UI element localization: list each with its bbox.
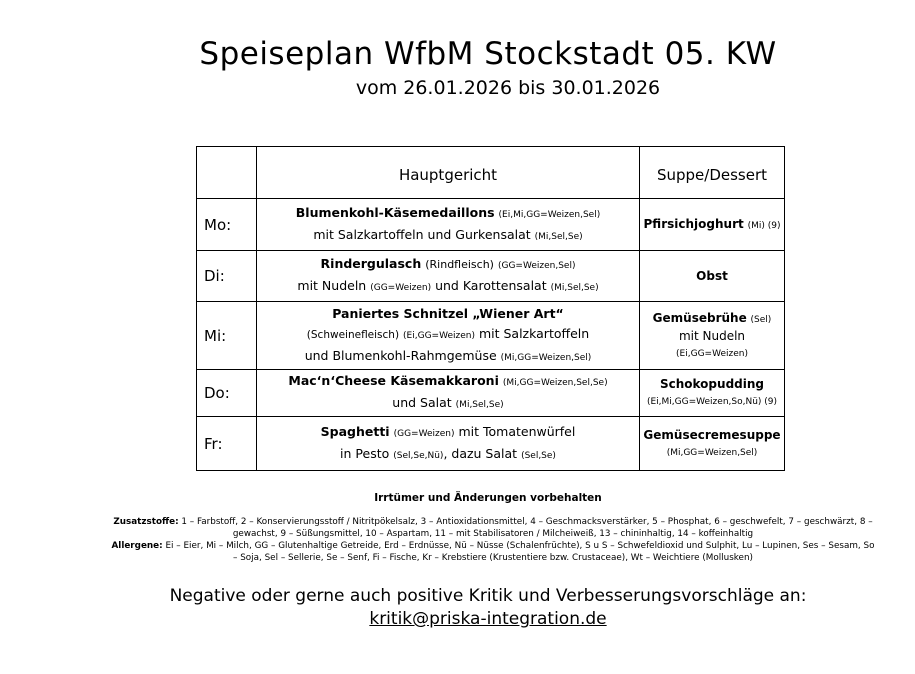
table-header-row — [197, 147, 785, 199]
dish-note: (Rindfleisch) — [425, 258, 494, 271]
disclaimer: Irrtümer und Änderungen vorbehalten — [374, 492, 602, 504]
allergen-codes: (Mi,Sel,Se) — [455, 400, 504, 410]
dish-name: Rindergulasch — [320, 256, 422, 271]
side-dish-text: , dazu Salat — [443, 445, 518, 461]
side-dish-text: und Blumenkohl-Rahmgemüse — [304, 347, 497, 363]
main-course-cell — [257, 417, 640, 471]
allergen-codes: (Ei,Mi,GG=Weizen,So,Nü) (9) — [646, 397, 778, 407]
page-title: Speiseplan WfbM Stockstadt 05. KW — [199, 36, 777, 72]
dessert-name: Pfirsichjoghurt — [643, 216, 744, 231]
side-dish-text: in Pesto — [340, 445, 390, 461]
menu-table — [196, 146, 785, 471]
allergen-codes: (Sel,Se) — [521, 450, 556, 461]
allergens-label: Allergene: — [111, 541, 163, 551]
main-course-cell — [257, 370, 640, 417]
dish-name: Spaghetti — [320, 423, 390, 439]
side-dish-text: mit Salzkartoffeln — [478, 325, 590, 341]
allergen-codes: (Ei,Mi,GG=Weizen,Sel) — [498, 209, 601, 220]
feedback-text: Negative oder gerne auch positive Kritik und Verbesserungsvorschläge an: — [169, 586, 807, 606]
soup-dessert-cell — [640, 417, 785, 471]
legend — [108, 516, 878, 564]
allergen-codes: (Mi,GG=Weizen,Sel) — [500, 352, 592, 363]
side-dish-text: und Karottensalat — [435, 278, 547, 293]
side-dish-text: mit Salzkartoffeln und Gurkensalat — [313, 226, 531, 242]
main-course-cell — [257, 251, 640, 302]
additives-label: Zusatzstoffe: — [113, 517, 179, 527]
allergen-codes: (Ei,GG=Weizen) — [403, 330, 475, 341]
allergen-codes: (Mi,GG=Weizen,Sel,Se) — [502, 378, 608, 388]
allergen-codes: (Mi,Sel,Se) — [550, 283, 599, 293]
dish-text: mit Tomatenwürfel — [458, 423, 576, 439]
soup-name: Gemüsebrühe — [652, 310, 747, 325]
allergens-text: Ei – Eier, Mi – Milch, GG – Glutenhaltige Getreide, Erd – Erdnüsse, Nü – Nüsse (Schalenfrüchte), S u S – Schwefeldioxid und Sulphit, Lu – Lupinen, Ses – Sesam, So – Soja, Sel – Sellerie, Se – Senf, Fi – Fische, Kr – Krebstiere (Krustentiere bzw. Crustaceae), Wt – Weichtiere (Mollusken) — [165, 541, 875, 563]
soup-dessert-cell — [640, 199, 785, 251]
dish-name: Mac‘n‘Cheese Käsemakkaroni — [288, 373, 499, 388]
feedback-email-link[interactable]: kritik@priska-integration.de — [369, 609, 607, 629]
allergen-codes: (Sel) — [750, 314, 772, 325]
main-course-cell — [257, 199, 640, 251]
day-label: Mo: — [197, 199, 257, 251]
soup-addition: mit Nudeln — [678, 328, 746, 343]
table-row-tuesday — [197, 251, 785, 302]
day-label: Do: — [197, 370, 257, 417]
soup-name: Gemüsecremesuppe — [643, 427, 781, 442]
main-course-cell — [257, 302, 640, 370]
allergen-codes: (GG=Weizen,Sel) — [497, 261, 576, 271]
dessert-name: Obst — [696, 269, 728, 283]
header-soup-dessert: Suppe/Dessert — [640, 147, 785, 199]
date-range: vom 26.01.2026 bis 30.01.2026 — [355, 77, 661, 99]
additives-text: 1 – Farbstoff, 2 – Konservierungsstoff / Nitritpökelsalz, 3 – Antioxidationsmittel, 4 – Geschmacksverstärker, 5 – Phosphat, 6 – geschwefelt, 7 – geschwärzt, 8 – gewachst, 9 – Süßungsmittel, 10 – Aspartam, 11 – mit Stabilisatoren / Milcheiweiß, 13 – chininhaltig, 14 – koffeinhaltig — [181, 517, 873, 539]
allergen-codes: (Mi,Sel,Se) — [534, 231, 583, 242]
feedback-section — [0, 585, 915, 631]
day-label: Di: — [197, 251, 257, 302]
allergen-codes: (GG=Weizen) — [393, 428, 455, 439]
dish-name: Paniertes Schnitzel „Wiener Art“ — [332, 305, 564, 321]
side-dish-text: und Salat — [392, 395, 452, 410]
day-label: Fr: — [197, 417, 257, 471]
additives-legend — [108, 516, 878, 540]
soup-dessert-cell — [640, 251, 785, 302]
soup-dessert-cell — [640, 302, 785, 370]
allergen-codes: (Mi,GG=Weizen,Sel) — [666, 447, 758, 458]
header-day-cell — [197, 147, 257, 199]
allergen-codes: (GG=Weizen) — [370, 283, 432, 293]
dish-name: Blumenkohl-Käsemedaillons — [295, 204, 495, 220]
soup-dessert-cell — [640, 370, 785, 417]
dessert-name: Schokopudding — [659, 377, 764, 391]
allergen-codes: (Ei,GG=Weizen) — [676, 348, 748, 359]
table-row-wednesday — [197, 302, 785, 370]
header-main-course: Hauptgericht — [257, 147, 640, 199]
allergen-codes: (Mi) (9) — [747, 220, 781, 231]
day-label: Mi: — [197, 302, 257, 370]
table-row-monday — [197, 199, 785, 251]
table-row-thursday — [197, 370, 785, 417]
dish-note: (Schweinefleisch) — [306, 328, 400, 341]
allergens-legend — [108, 540, 878, 564]
allergen-codes: (Sel,Se,Nü) — [393, 450, 444, 461]
side-dish-text: mit Nudeln — [297, 278, 367, 293]
table-row-friday — [197, 417, 785, 471]
